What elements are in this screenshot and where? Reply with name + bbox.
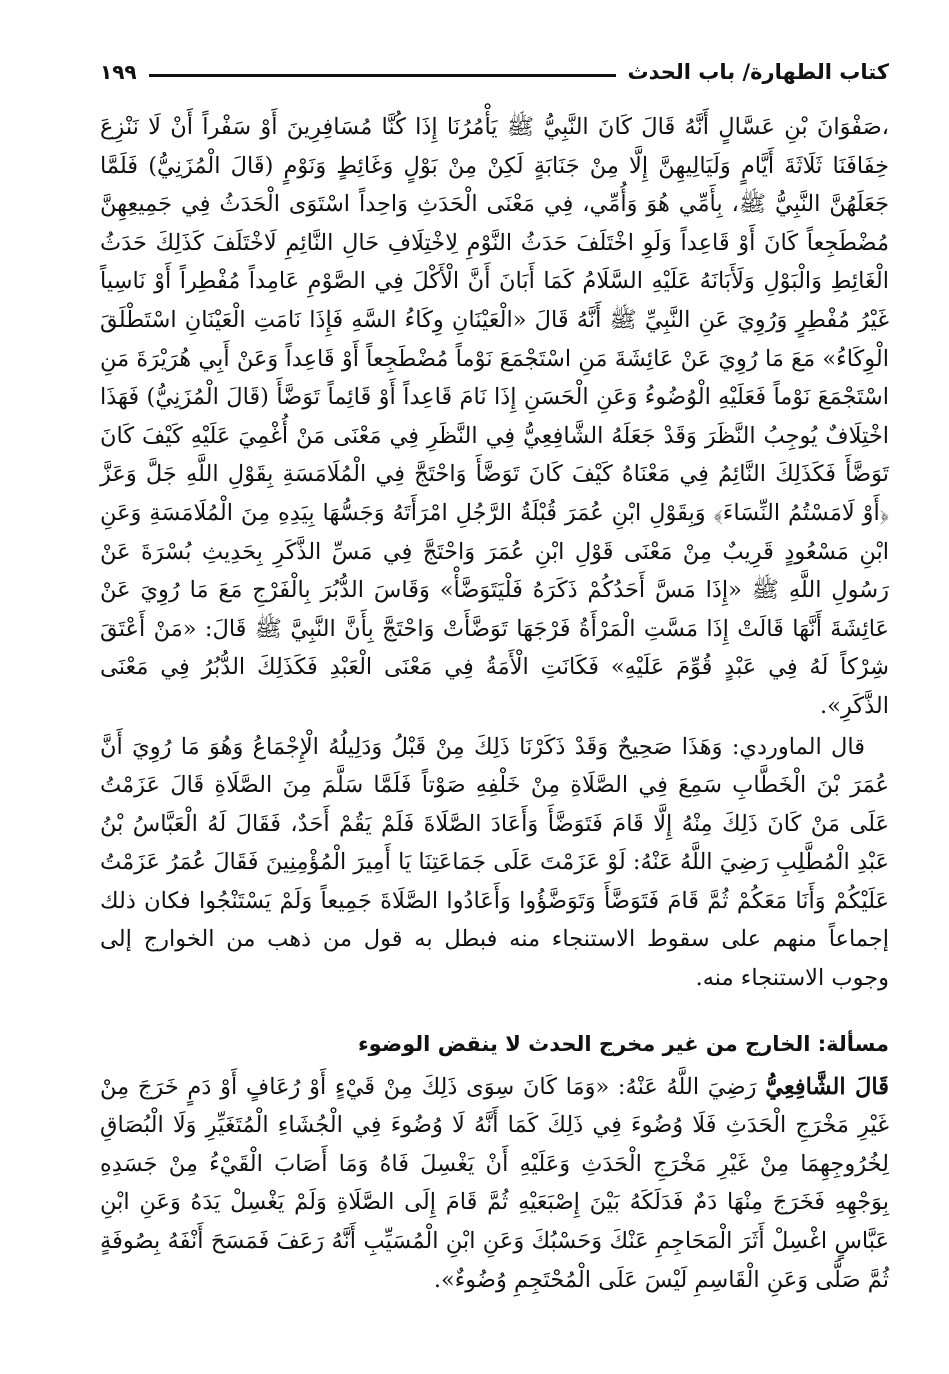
- speaker-label: قَالَ الشَّافِعِيُّ: [765, 1073, 889, 1100]
- section-heading: مسألة: الخارج من غير مخرج الحدث لا ينقض الوضوء: [357, 1031, 889, 1056]
- main-text: [100, 108, 889, 1299]
- mawardi-commentary: قال الماوردي: وَهَذَا صَحِيحٌ وَقَدْ ذَكَرْنَا ذَلِكَ مِنْ قَبْلُ وَدَلِيلُهُ الْإِجْمَاعُ وَهُوَ مَا رُوِيَ أَنَّ عُمَرَ بْنَ الْخَطَّابِ سَمِعَ فِي الصَّلَاةِ مِنْ خَلْفِهِ صَوْتاً فَلَمَّا سَلَّمَ مِنَ الصَّلَاةِ قَالَ عَزَمْتُ عَلَى مَنْ كَانَ ذَلِكَ مِنْهُ إِلَّا قَامَ فَتَوَضَّأَ وَأَعَادَ الصَّلَاةَ فَلَمْ يَقُمْ أَحَدٌ، فَقَالَ لَهُ الْعَبَّاسُ بْنُ عَبْدِ الْمُطَّلِبِ رَضِيَ اللَّهُ عَنْهُ: لَوْ عَزَمْتَ عَلَى جَمَاعَتِنَا يَا أَمِيرَ الْمُؤْمِنِينَ فَقَالَ عُمَرُ عَزَمْتُ عَلَيْكُمْ وَأَنَا مَعَكُمْ ثُمَّ قَامَ فَتَوَضَّأَ وَتَوَضَّؤُوا وَأَعَادُوا الصَّلَاةَ جَمِيعاً وَلَمْ يَسْتَنْجُوا فكان ذلك إجماعاً منهم على سقوط الاستنجاء منه فبطل به قول من ذهب من الخوارج إلى وجوب الاستنجاء منه.: [100, 733, 889, 992]
- shafii-text: رَضِيَ اللَّهُ عَنْهُ: «وَمَا كَانَ سِوَى ذَلِكَ مِنْ قَيْءٍ أَوْ رُعَافٍ أَوْ دَمٍ خَرَجَ مِنْ غَيْرِ مَخْرَجِ الْحَدَثِ فَلَا وُضُوءَ فِي ذَلِكَ كَمَا أَنَّهُ لَا وُضُوءَ فِي الْجُشَاءِ الْمُتَغَيِّرِ وَلَا الْبُصَاقِ لِخُرُوجِهِمَا مِنْ غَيْرِ مَخْرَجِ الْحَدَثِ وَعَلَيْهِ أَنْ يَغْسِلَ فَاهُ وَمَا أَصَابَ الْقَيْءُ مِنْ جَسَدِهِ بِوَجْهِهِ فَخَرَجَ مِنْهَا دَمٌ فَدَلَكَهُ بَيْنَ إِصْبَعَيْهِ ثُمَّ قَامَ إِلَى الصَّلَاةِ وَلَمْ يَغْسِلْ يَدَهُ وَعَنِ ابْنِ عَبَّاسٍ اغْسِلْ أَثَرَ الْمَحَاجِمِ عَنْكَ وَحَسْبُكَ وَعَنِ ابْنِ الْمُسَيِّبِ أَنَّهُ رَعَفَ فَمَسَحَ أَنْفَهُ بِصُوفَةٍ ثُمَّ صَلَّى وَعَنِ الْقَاسِمِ لَيْسَ عَلَى الْمُحْتَجِمِ وُضُوءٌ».: [100, 1073, 889, 1293]
- header-rule: [149, 74, 616, 77]
- running-header: [100, 52, 889, 92]
- shafii-paragraph: [100, 1068, 889, 1300]
- hadith-paragraph: ،صَفْوَانَ بْنِ عَسَّالٍ أَنَّهُ قَالَ كَانَ النَّبِيُّ ﷺ يَأْمُرُنَا إِذَا كُنَّا مُسَافِرِينَ أَوْ سَفْراً أَنْ لَا نَنْزِعَ خِفَافَنَا ثَلَاثَةَ أَيَّامٍ وَلَيَالِيهِنَّ إِلَّا مِنْ جَنَابَةٍ لَكِنْ مِنْ بَوْلٍ وَغَائِطٍ وَنَوْمٍ (قَالَ الْمُزَنِيُّ) فَلَمَّا جَعَلَهُنَّ النَّبِيُّ ﷺ، بِأَمِّي هُوَ وَأُمِّي، فِي مَعْنَى الْحَدَثِ وَاحِداً اسْتَوَى الْحَدَثُ فِي جَمِيعِهِنَّ مُضْطَجِعاً كَانَ أَوْ قَاعِداً وَلَوِ اخْتَلَفَ حَدَثُ النَّوْمِ لِاخْتِلَافِ حَالِ النَّائِمِ لَاخْتَلَفَ كَذَلِكَ حَدَثُ الْغَائِطِ وَالْبَوْلِ وَلَأَبَانَهُ عَلَيْهِ السَّلَامُ كَمَا أَبَانَ أَنَّ الْأَكْلَ فِي الصَّوْمِ عَامِداً مُفْطِراً أَوْ نَاسِياً غَيْرُ مُفْطِرٍ وَرُوِيَ عَنِ النَّبِيِّ ﷺ أَنَّهُ قَالَ «الْعَيْنَانِ وِكَاءُ السَّهِ فَإِذَا نَامَتِ الْعَيْنَانِ اسْتَطْلَقَ الْوِكَاءُ» مَعَ مَا رُوِيَ عَنْ عَائِشَةَ مَنِ اسْتَجْمَعَ نَوْماً مُضْطَجِعاً أَوْ قَاعِداً وَعَنْ أَبِي هُرَيْرَةَ مَنِ اسْتَجْمَعَ نَوْماً فَعَلَيْهِ الْوُضُوءُ وَعَنِ الْحَسَنِ إِذَا نَامَ قَاعِداً أَوْ قَائِماً تَوَضَّأَ (قَالَ الْمُزَنِيُّ) فَهَذَا اخْتِلَافٌ يُوجِبُ النَّظَرَ وَقَدْ جَعَلَهُ الشَّافِعِيُّ فِي النَّظَرِ فِي مَعْنَى مَنْ أُغْمِيَ عَلَيْهِ كَيْفَ كَانَ تَوَضَّأَ فَكَذَلِكَ النَّائِمُ فِي مَعْنَاهُ كَيْفَ كَانَ تَوَضَّأَ وَاحْتَجَّ فِي الْمُلَامَسَةِ بِقَوْلِ اللَّهِ جَلَّ وَعَزَّ ﴿أَوْ لَامَسْتُمُ النِّسَاءَ﴾ وَبِقَوْلِ ابْنِ عُمَرَ قُبْلَةُ الرَّجُلِ امْرَأَتَهُ وَجَسُّهَا بِيَدِهِ مِنَ الْمُلَامَسَةِ وَعَنِ ابْنِ مَسْعُودٍ قَرِيبٌ مِنْ مَعْنَى قَوْلِ ابْنِ عُمَرَ وَاحْتَجَّ فِي مَسِّ الذَّكَرِ بِحَدِيثِ بُسْرَةَ عَنْ رَسُولِ اللَّهِ ﷺ «إِذَا مَسَّ أَحَدُكُمْ ذَكَرَهُ فَلْيَتَوَضَّأْ» وَقَاسَ الدُّبُرَ بِالْفَرْجِ مَعَ مَا رُوِيَ عَنْ عَائِشَةَ أَنَّهَا قَالَتْ إِذَا مَسَّتِ الْمَرْأَةُ فَرْجَهَا تَوَضَّأَتْ وَاحْتَجَّ بِأَنَّ النَّبِيَّ ﷺ قَالَ: «مَنْ أَعْتَقَ شِرْكاً لَهُ فِي عَبْدٍ قُوِّمَ عَلَيْهِ» فَكَانَتِ الْأَمَةُ فِي مَعْنَى الْعَبْدِ فَكَذَلِكَ الدُّبُرُ فِي مَعْنَى الذَّكَرِ».: [100, 114, 889, 719]
- page-number: ١٩٩: [100, 60, 137, 84]
- chapter-title: كتاب الطهارة/ باب الحدث: [627, 60, 889, 84]
